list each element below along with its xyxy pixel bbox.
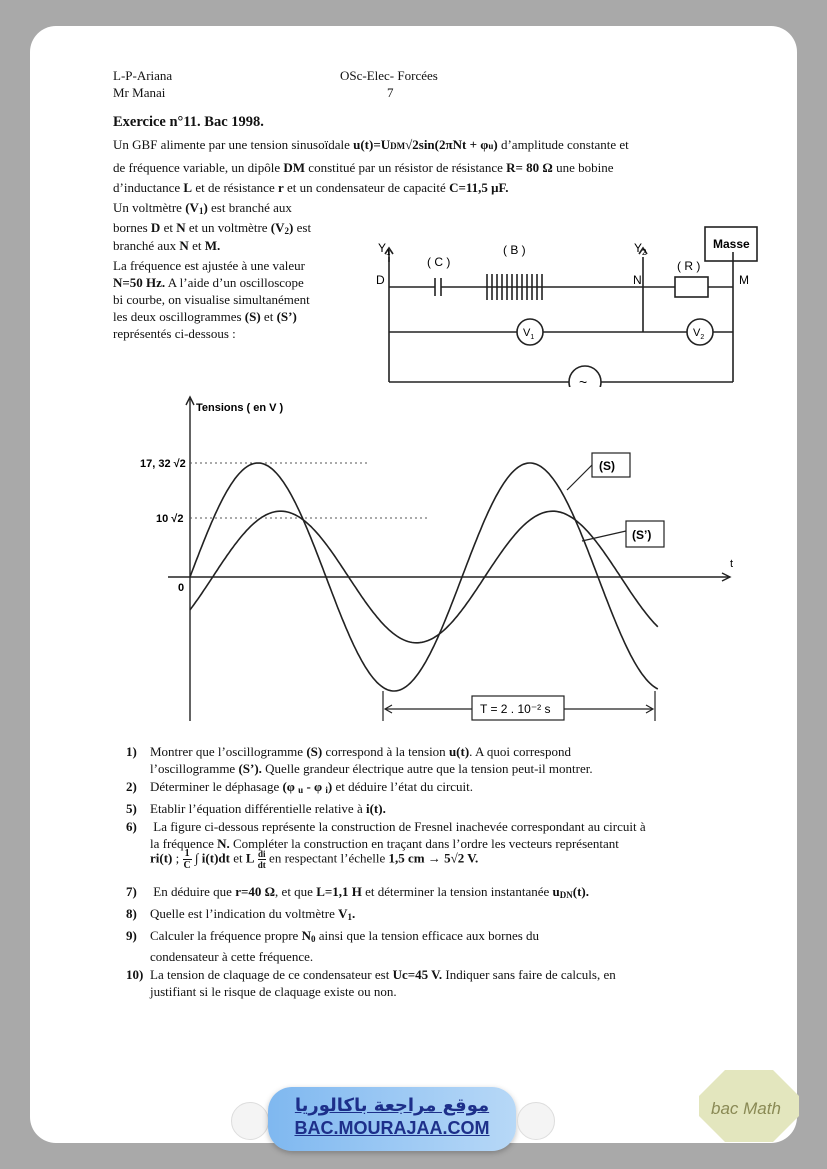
y-tick-label-zero: 0 [178,582,185,594]
page-number: 7 [387,85,394,100]
question-number: 10) [126,967,144,982]
footer-logo-left [231,1102,269,1140]
svg-text:bac Math: bac Math [711,1099,781,1118]
circuit-node-m: M [739,273,749,287]
footer-site-badge[interactable] [268,1087,516,1151]
question-item: 5) Etablir l’équation différentielle relative à i(t). [126,801,386,816]
x-axis-label: t [730,558,734,570]
side-line-5: N=50 Hz. A l’aide d’un oscilloscope [113,275,304,290]
question-number: 7) [126,884,137,899]
question-number: 1) [126,744,137,759]
circuit-voltmeter-v1: $V_1$ [523,327,535,341]
questions-list [126,743,746,1001]
side-line-3: branché aux N et M. [113,238,221,253]
circuit-generator: ~ [579,374,588,387]
footer-logo-right [517,1102,555,1140]
y-tick-label-amp-s2: 10 √2 [156,513,184,525]
question-item: 6) La figure ci-dessous représente la construction de Fresnel inachevée correspondant au circuit à la fréquence N. Compléter la construction en traçant dans l’ordre les vecteurs représentant [126,819,646,851]
header-school: L-P-Ariana [113,68,173,83]
question-item: 10) La tension de claquage de ce condensateur est Uc=45 V. Indiquer sans faire de calculs, en justifiant si le risque de claquage existe ou non. [126,967,616,999]
document-page [30,26,797,1143]
bac-math-logo [697,1068,801,1144]
question-number: 9) [126,928,137,943]
side-line-8: représentés ci-dessous : [113,326,236,341]
legend-s: (S) [599,459,615,473]
intro-line-3: d’inductance L et de résistance r et un condensateur de capacité C=11,5 μF. [113,180,509,195]
question-number: 5) [126,801,137,816]
circuit-capacitor-label: ( C ) [427,255,451,269]
circuit-node-n: N [633,273,642,287]
side-line-1: Un voltmètre (V1) est branché aux [113,200,292,216]
intro-line-1: Un GBF alimente par une tension sinusoïdale u(t)=UDM√2sin(2πNt + φu) d’amplitude constante et [113,137,629,152]
question-item: 9) Calculer la fréquence propre N0 ainsi que la tension efficace aux bornes du condensateur à cette fréquence. [126,928,540,964]
circuit-ground-label: Masse [713,237,750,251]
question-number: 8) [126,906,137,921]
question-item: 2) Déterminer le déphasage (φ u - φ i) et déduire l’état du circuit. [126,779,474,795]
side-line-7: les deux oscillogrammes (S) et (S’) [113,309,297,324]
question-number: 2) [126,779,137,794]
side-line-2: bornes D et N et un voltmètre (V2) est [113,220,312,236]
oscillogram-chart [130,391,750,731]
y-tick-label-amp-s: 17, 32 √2 [140,458,186,470]
y-axis-label: Tensions ( en V ) [196,402,284,414]
question-item: 7) En déduire que r=40 Ω, et que L=1,1 H et déterminer la tension instantanée uDN(t). [126,884,589,900]
intro-line-2: de fréquence variable, un dipôle DM constitué par un résistor de résistance R= 80 Ω une bobine [113,160,614,175]
circuit-label-y1: $Y_1$ [378,241,391,257]
footer-site-arabic: موقع مراجعة باكالوريا [294,1095,490,1116]
header-topic: OSc-Elec- Forcées [340,68,438,83]
header-teacher: Mr Manai [113,85,166,100]
exercise-title: Exercice n°11. Bac 1998. [113,114,264,130]
footer-site-url[interactable]: BAC.MOURAJAA.COM [294,1118,490,1138]
question-number: 6) [126,819,137,834]
period-label: T = 2 . 10⁻² s [480,702,551,716]
circuit-resistor-label: ( R ) [677,259,701,273]
circuit-diagram [375,202,760,387]
side-line-6: bi courbe, on visualise simultanément [113,292,310,307]
side-line-4: La fréquence est ajustée à une valeur [113,258,306,273]
question-item: 8) Quelle est l’indication du voltmètre V1. [126,906,356,922]
question-item: 1) Montrer que l’oscillogramme (S) correspond à la tension u(t). A quoi correspond l’oscillogramme (S’). Quelle grandeur électrique autre que la tension peut-il montrer. [126,744,593,776]
circuit-label-y2: $Y_2$ [634,241,647,257]
circuit-node-d: D [376,273,385,287]
q6-formula: ri(t) ; $\frac{1}{C}$ ∫ i(t)dt et L $\frac{di}{dt}$ en respectant l’échelle 1,5 cm → 5√2 V. [150,848,479,871]
legend-s2: (S’) [632,528,652,542]
circuit-voltmeter-v2: $V_2$ [693,327,705,341]
circuit-coil-label: ( B ) [503,243,526,257]
